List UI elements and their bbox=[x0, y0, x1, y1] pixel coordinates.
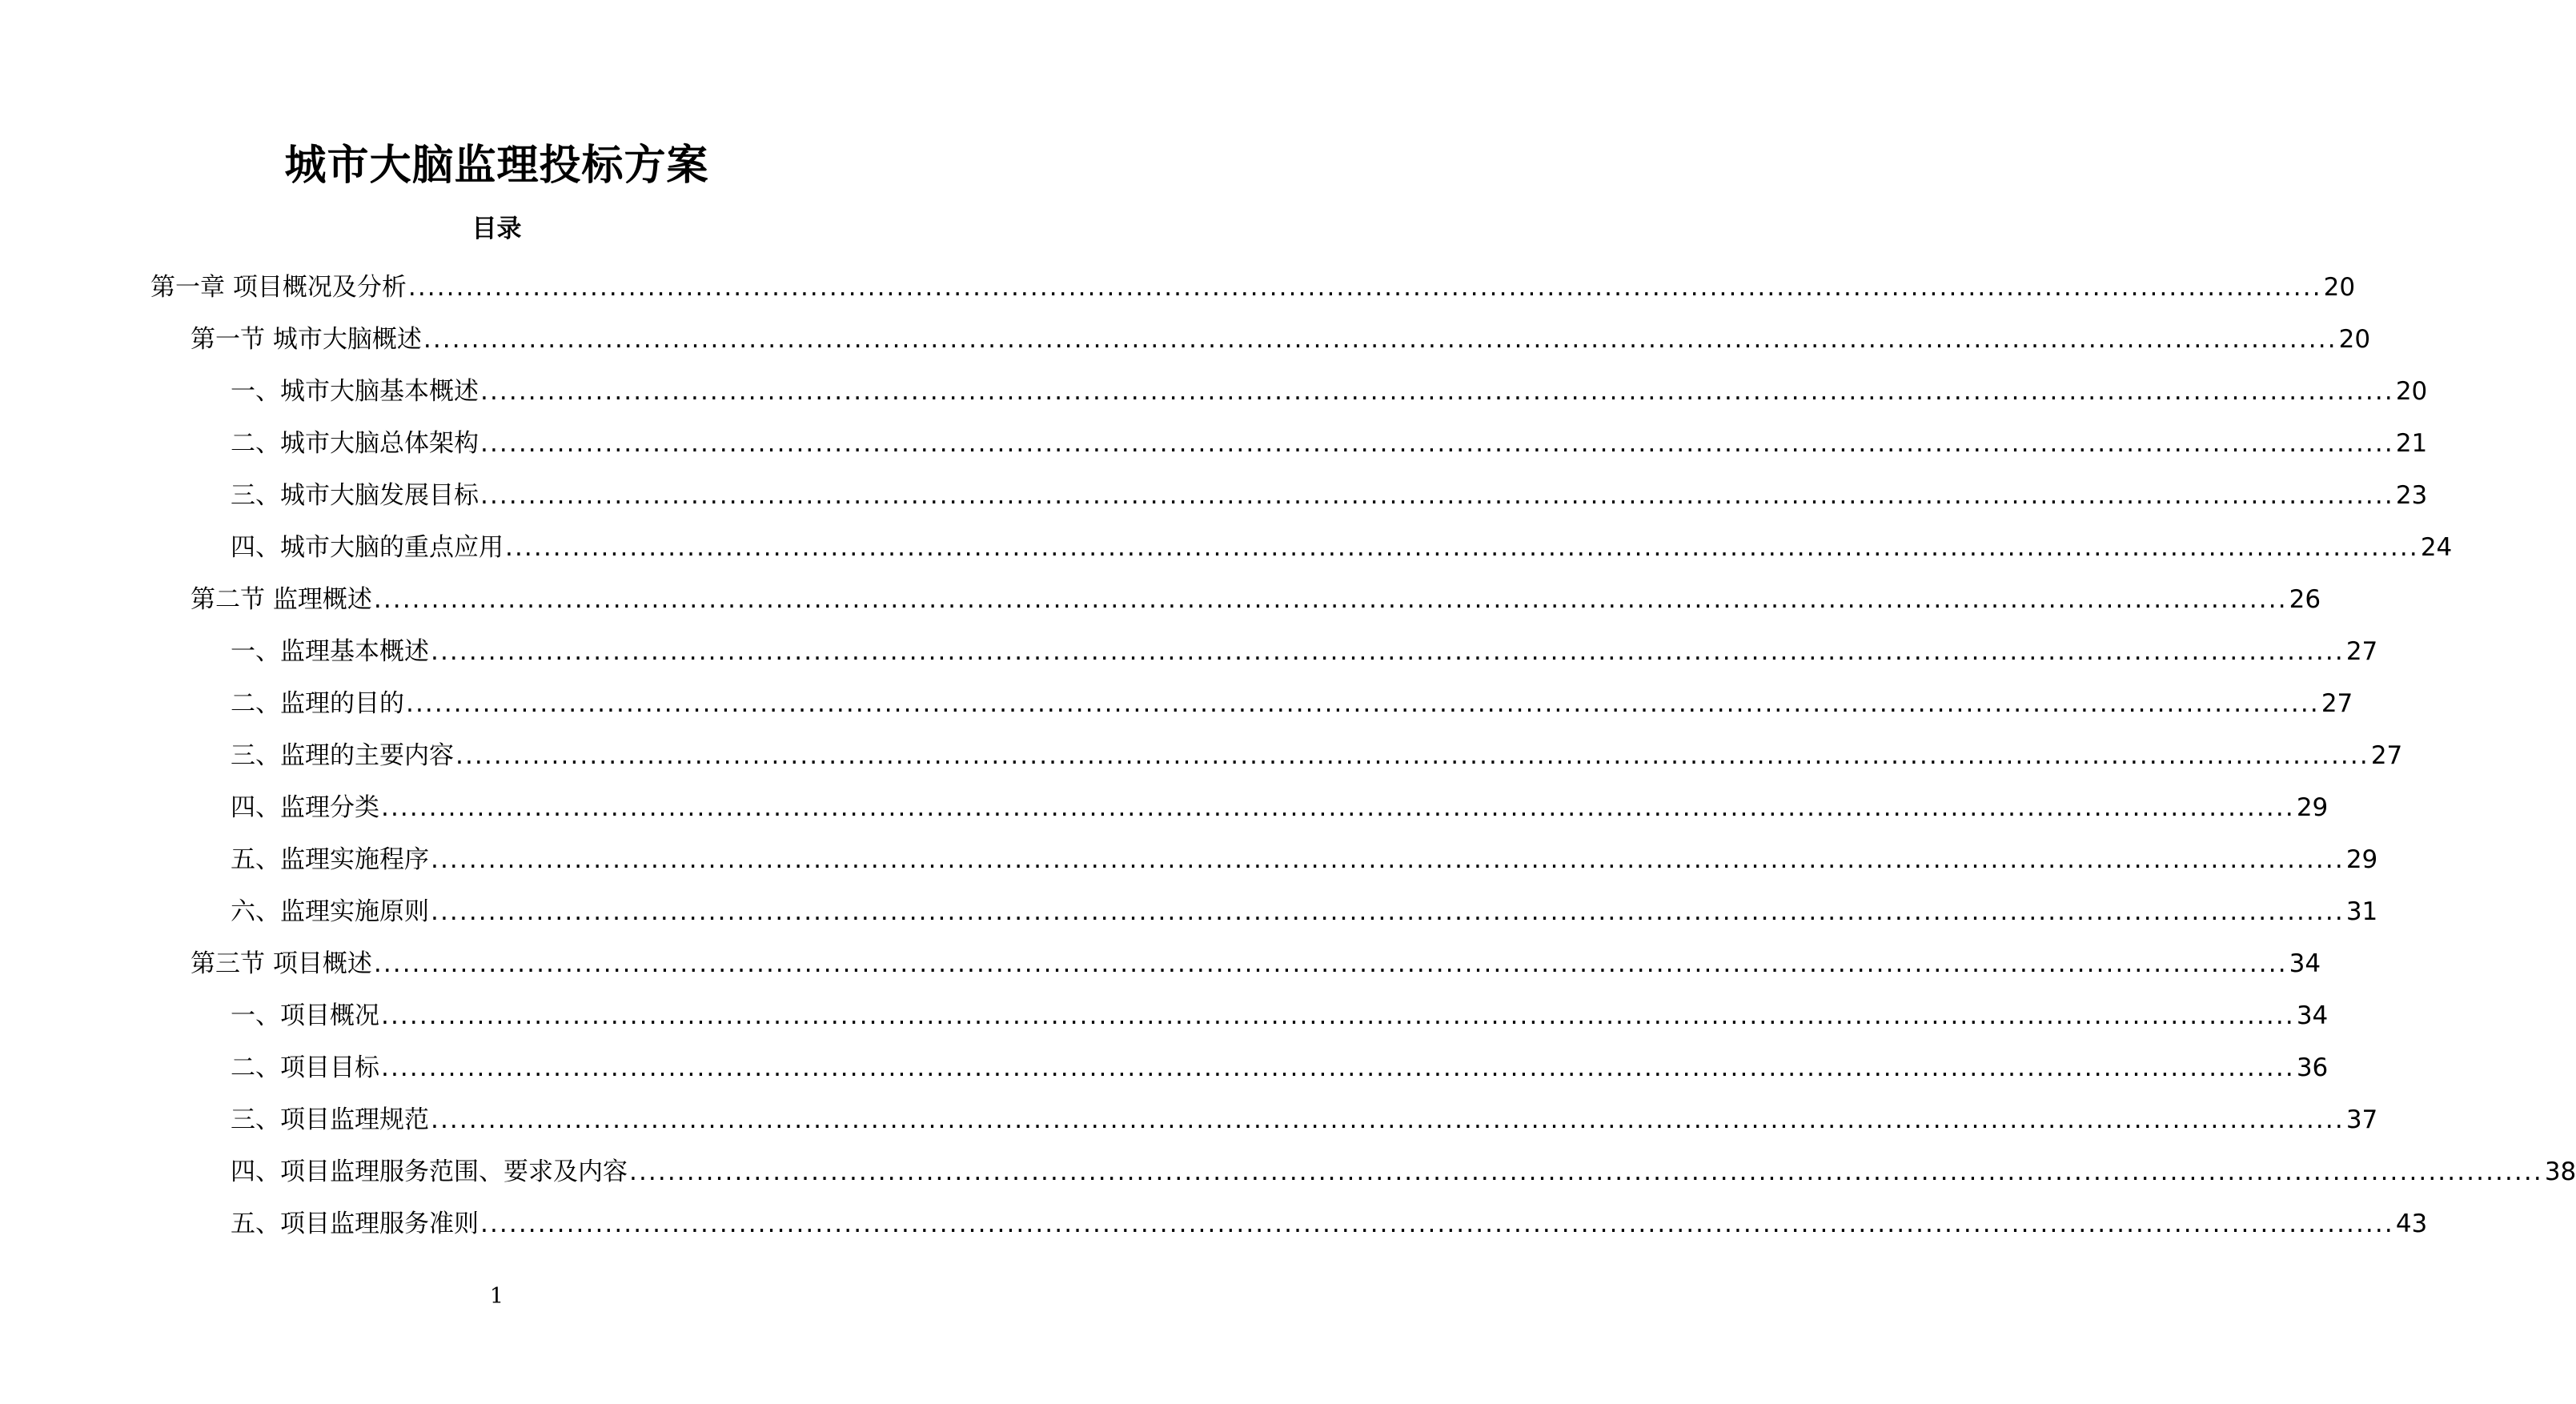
toc-entry[interactable] bbox=[0, 1093, 2378, 1145]
toc-entry[interactable] bbox=[0, 261, 2356, 313]
toc-dot-leader: ........................................................................................................................................................................................................ bbox=[431, 844, 2345, 874]
toc-entry-page-number: 38 bbox=[2544, 1157, 2576, 1186]
toc-entry-title: 二、项目目标 bbox=[231, 1050, 381, 1085]
toc-entry[interactable] bbox=[0, 1145, 2576, 1197]
toc-entry-page-number: 26 bbox=[2289, 584, 2321, 614]
toc-entry[interactable] bbox=[0, 1197, 2428, 1250]
toc-entry-title: 五、项目监理服务准则 bbox=[231, 1206, 480, 1242]
toc-entry[interactable] bbox=[0, 625, 2378, 677]
toc-entry-title: 四、监理分类 bbox=[231, 790, 381, 825]
toc-entry[interactable] bbox=[0, 781, 2329, 833]
toc-entry-title: 一、监理基本概述 bbox=[231, 634, 431, 669]
toc-entry-page-number: 23 bbox=[2395, 480, 2428, 510]
toc-dot-leader: ........................................................................................................................................................................................................ bbox=[431, 1105, 2345, 1134]
toc-entry-title: 四、项目监理服务范围、要求及内容 bbox=[231, 1154, 629, 1189]
toc-entry-page-number: 20 bbox=[2338, 324, 2371, 354]
toc-entry-title: 二、城市大脑总体架构 bbox=[231, 426, 480, 461]
toc-entry-page-number: 27 bbox=[2370, 740, 2403, 770]
toc-dot-leader: ........................................................................................................................................................................................................ bbox=[423, 324, 2337, 354]
toc-entry-title: 五、监理实施程序 bbox=[231, 842, 431, 877]
toc-entry[interactable] bbox=[0, 313, 2371, 365]
toc-entry-title: 第一章 项目概况及分析 bbox=[150, 270, 408, 305]
toc-heading: 目录 bbox=[471, 215, 522, 243]
toc-entry[interactable] bbox=[0, 885, 2378, 937]
document-title: 城市大脑监理投标方案 bbox=[284, 142, 709, 190]
toc-entry-page-number: 29 bbox=[2345, 844, 2378, 874]
toc-entry-title: 二、监理的目的 bbox=[231, 686, 406, 721]
toc-entry-page-number: 20 bbox=[2395, 376, 2428, 406]
toc-entry-page-number: 34 bbox=[2289, 949, 2321, 978]
toc-entry[interactable] bbox=[0, 521, 2453, 573]
toc-entry[interactable] bbox=[0, 365, 2428, 417]
toc-entry-page-number: 29 bbox=[2296, 792, 2329, 822]
toc-entry-title: 六、监理实施原则 bbox=[231, 894, 431, 929]
toc-dot-leader: ........................................................................................................................................................................................................ bbox=[407, 272, 2322, 302]
toc-dot-leader: ........................................................................................................................................................................................................ bbox=[406, 688, 2320, 718]
toc-dot-leader: ........................................................................................................................................................................................................ bbox=[480, 376, 2394, 406]
toc-dot-leader: ........................................................................................................................................................................................................ bbox=[505, 532, 2419, 562]
toc-entry[interactable] bbox=[0, 469, 2428, 521]
toc-entry-page-number: 36 bbox=[2296, 1053, 2329, 1082]
toc-entry-title: 三、监理的主要内容 bbox=[231, 738, 455, 773]
toc-entry[interactable] bbox=[0, 833, 2378, 885]
toc-entry-title: 三、城市大脑发展目标 bbox=[231, 478, 480, 513]
toc-entry-page-number: 37 bbox=[2345, 1105, 2378, 1134]
toc-entry-title: 第三节 项目概述 bbox=[191, 946, 374, 981]
toc-dot-leader: ........................................................................................................................................................................................................ bbox=[381, 1053, 2295, 1082]
toc-entry-page-number: 43 bbox=[2395, 1209, 2428, 1238]
toc-entry-title: 第一节 城市大脑概述 bbox=[191, 322, 423, 357]
toc-entry-page-number: 21 bbox=[2395, 428, 2428, 458]
toc-entry-title: 第二节 监理概述 bbox=[191, 582, 374, 617]
toc-dot-leader: ........................................................................................................................................................................................................ bbox=[480, 1209, 2394, 1238]
toc-entry[interactable] bbox=[0, 989, 2329, 1041]
toc-dot-leader: ........................................................................................................................................................................................................ bbox=[381, 792, 2295, 822]
toc-entry-title: 一、项目概况 bbox=[231, 998, 381, 1033]
table-of-contents bbox=[0, 261, 2576, 1250]
toc-entry-title: 一、城市大脑基本概述 bbox=[231, 374, 480, 409]
toc-dot-leader: ........................................................................................................................................................................................................ bbox=[431, 636, 2345, 666]
toc-entry[interactable] bbox=[0, 937, 2321, 989]
toc-entry-page-number: 34 bbox=[2296, 1001, 2329, 1030]
toc-dot-leader: ........................................................................................................................................................................................................ bbox=[629, 1157, 2543, 1186]
toc-entry-page-number: 31 bbox=[2345, 897, 2378, 926]
toc-entry-page-number: 27 bbox=[2345, 636, 2378, 666]
toc-entry[interactable] bbox=[0, 573, 2321, 625]
toc-entry-title: 三、项目监理规范 bbox=[231, 1102, 431, 1137]
toc-dot-leader: ........................................................................................................................................................................................................ bbox=[480, 428, 2394, 458]
toc-dot-leader: ........................................................................................................................................................................................................ bbox=[373, 949, 2288, 978]
toc-dot-leader: ........................................................................................................................................................................................................ bbox=[381, 1001, 2295, 1030]
toc-dot-leader: ........................................................................................................................................................................................................ bbox=[480, 480, 2394, 510]
toc-dot-leader: ........................................................................................................................................................................................................ bbox=[373, 584, 2288, 614]
toc-entry[interactable] bbox=[0, 729, 2403, 781]
toc-entry-page-number: 24 bbox=[2420, 532, 2453, 562]
toc-entry[interactable] bbox=[0, 1041, 2329, 1093]
toc-entry-page-number: 27 bbox=[2321, 688, 2353, 718]
page-number: 1 bbox=[489, 1284, 504, 1309]
toc-entry-title: 四、城市大脑的重点应用 bbox=[231, 530, 505, 565]
toc-dot-leader: ........................................................................................................................................................................................................ bbox=[431, 897, 2345, 926]
toc-entry[interactable] bbox=[0, 417, 2428, 469]
toc-entry[interactable] bbox=[0, 677, 2353, 729]
toc-dot-leader: ........................................................................................................................................................................................................ bbox=[455, 740, 2369, 770]
toc-entry-page-number: 20 bbox=[2323, 272, 2356, 302]
